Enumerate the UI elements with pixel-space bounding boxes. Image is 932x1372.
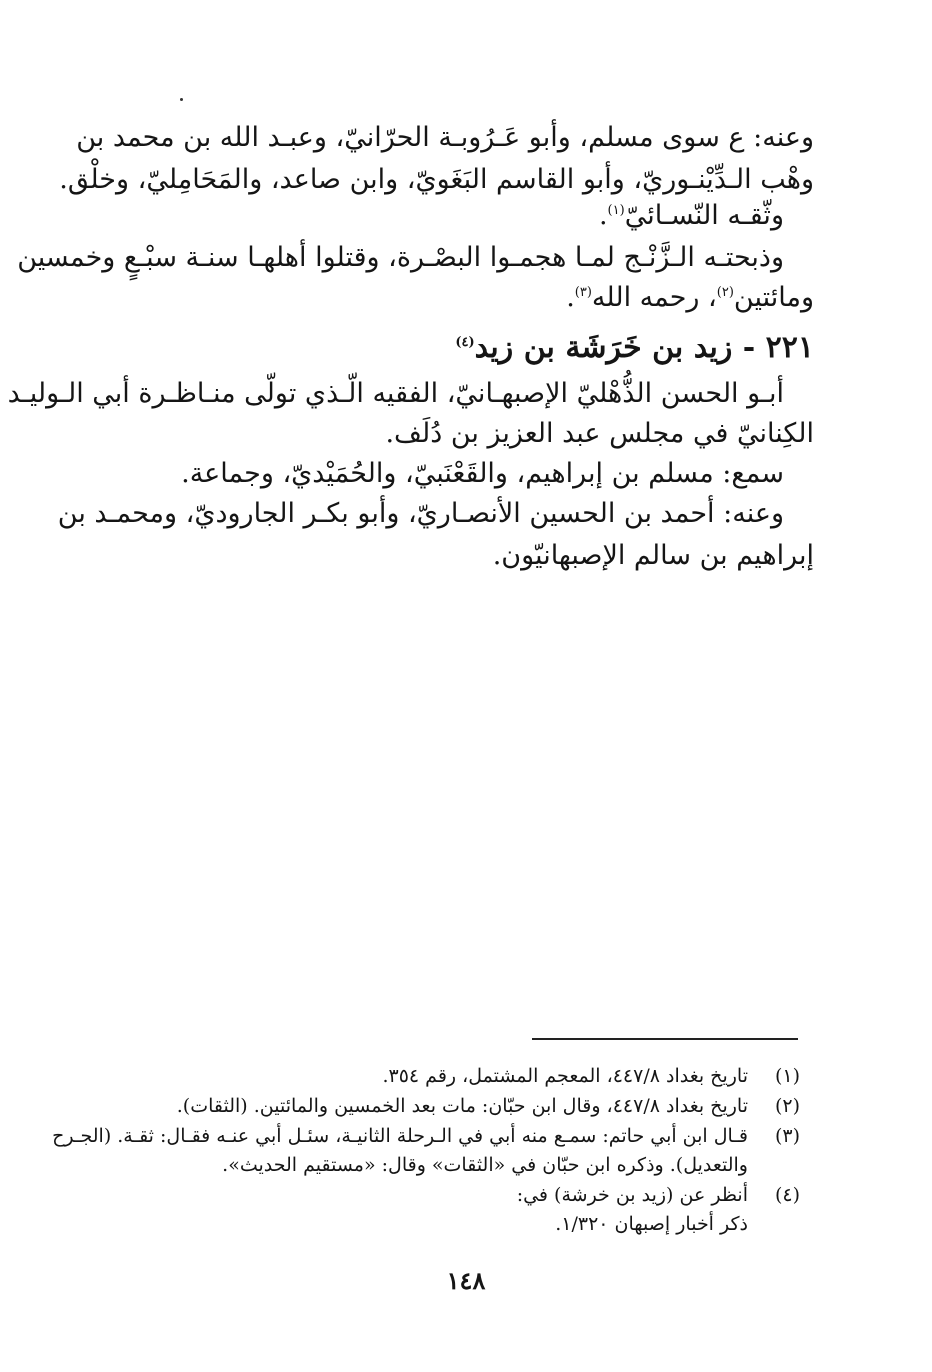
footnote-text: تاريخ بغداد ٤٤٧/٨، وقال ابن حبّان: مات بعد الخمسين والمائتين. (الثقات). [176, 1095, 748, 1117]
footnote-text: تاريخ بغداد ٤٤٧/٨، المعجم المشتمل، رقم ٣٥٤. [382, 1065, 748, 1087]
footnote-ref: (٢) [716, 285, 734, 300]
footnote-number: (٢) [774, 1095, 800, 1117]
body-line-6: أبـو الحسن الذُّهْليّ الإصبهـانيّ، الفقيه الّـذي تولّى منـاظـرة أبي الـوليـد [7, 378, 784, 409]
footnote-text: ذكر أخبار إصبهان ١/٣٢٠. [555, 1213, 748, 1235]
footnote-text: والتعديل). وذكره ابن حبّان في «الثقات» وقال: «مستقيم الحديث». [222, 1154, 748, 1176]
page-number: ١٤٨ [446, 1266, 486, 1295]
body-line-3: وثّقـه النّسـائيّ$^{(١)}$. [598, 200, 784, 231]
entry-title: ٢٢١ - زيد بن خَرَشَة بن زيد [474, 330, 814, 365]
body-line-7: الكِنانيّ في مجلس عبد العزيز بن دُلَف. [385, 418, 814, 449]
footnote-number: (١) [774, 1065, 800, 1087]
body-line-9: وعنه: أحمد بن الحسين الأنصـاريّ، وأبو بكـر الجاروديّ، ومحمـد بن [57, 498, 784, 529]
footnote-divider [532, 1038, 798, 1040]
footnote-ref: (٤) [455, 335, 475, 350]
footnote-text: أنظر عن (زيد بن خرشة) في: [516, 1184, 748, 1206]
footnote-ref: (٣) [574, 285, 592, 300]
footnote-ref: (١) [607, 203, 625, 218]
body-line-8: سمع: مسلم بن إبراهيم، والقَعْنَبيّ، والحُمَيْديّ، وجماعة. [181, 458, 784, 489]
footnote-text: قـال ابن أبي حاتم: سمـع منه أبي في الـرحلة الثانيـة، سئـل أبي عنـه فقـال: ثقـة. (الجـرح [52, 1125, 748, 1147]
body-text: ومائتين [733, 282, 814, 313]
entry-heading [114, 328, 814, 368]
body-line-5: ومائتين$^{(٢)}$، رحمه الله$^{(٣)}$. [566, 282, 814, 313]
footnote-number: (٣) [774, 1125, 800, 1147]
body-line-10: إبراهيم بن سالم الإصبهانيّون. [492, 540, 814, 571]
footnote-number: (٤) [774, 1184, 800, 1206]
body-line-1: وعنه: ع سوى مسلم، وأبو عَـرُوبـة الحرّانيّ، وعبـد الله بن محمد بن [76, 122, 814, 153]
body-line-2: وهْب الـدِّيْنـوريّ، وأبو القاسم البَغَويّ، وابن صاعد، والمَحَامِليّ، وخلْق. [59, 164, 814, 195]
body-text: وثّقـه النّسـائيّ [624, 200, 784, 231]
ink-speck [180, 98, 183, 101]
body-text: ، رحمه الله [591, 282, 717, 313]
body-line-4: وذبحتـه الـزَّنْـج لمـا هجمـوا البصْـرة، وقتلوا أهلهـا سنـة سبْـعٍ وخمسين [17, 242, 784, 273]
